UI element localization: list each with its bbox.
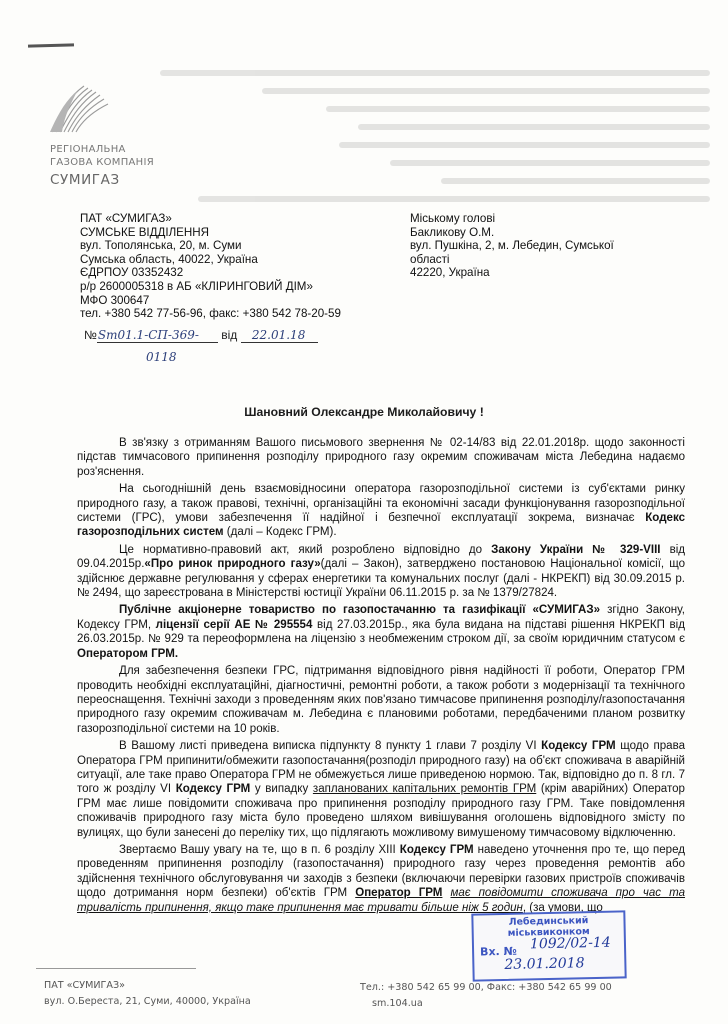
footer-phones: Тел.: +380 542 65 99 00, Факс: +380 542 65 99 00 (360, 982, 612, 993)
sender-line: ЄДРПОУ 03352432 (80, 266, 184, 280)
recipient-line: 42220, Україна (410, 266, 490, 280)
notice-requirement: має повідомити споживача про час та тривалість припинення, якщо таке припинення має тривати більше ніж 5 годин (77, 887, 686, 914)
pen-mark (28, 43, 74, 47)
sender-line: р/р 2600005318 в АБ «КЛІРИНГОВИЙ ДІМ» (80, 279, 313, 293)
stamp-incoming-date: 23.01.2018 (504, 955, 585, 973)
outgoing-date: 22.01.18 (241, 328, 318, 343)
paragraph-7: Звертаємо Вашу увагу на те, що в п. 6 розділу XIII Кодексу ГРМ наведено уточнення про те, що перед проведенням припинення розподілу (газопостачання) природного газу через проведення ремонтів або здійснення технічного обслуговування чи заходів з безпеки (включаючи перевірки газових пристроїв споживачів щодо дотримання норм безпеки) об'єктів ГРМ Оператор ГРМ має повідомити споживача про час та тривалість припинення, якщо таке припинення має тривати більше ніж 5 годин, (за умови, що (77, 843, 686, 914)
operator-status: Оператором ГРМ. (77, 647, 179, 660)
paragraph-4: Публічне акціонерне товариство по газопостачанню та газифікації «СУМИГАЗ» згідно Закону, Кодексу ГРМ, ліцензії серії АЕ № 295554 від 27.03.2015р., яка була видана на підставі рішення НКРЕКП від 26.03.2015р. № 929 та переоформлена на ліцензію з необмеженим строком дії, за своїм юридичним статусом є Оператором ГРМ. (77, 604, 685, 660)
recipient-block (410, 212, 710, 280)
stamp-incoming-number: 1092/02-14 (529, 934, 611, 953)
logo-tagline-2: ГАЗОВА КОМПАНІЯ (50, 157, 154, 168)
paragraph-1: В зв'язку з отриманням Вашого письмового звернення № 02-14/83 від 22.01.2018р. щодо законності підстав тимчасового припинення розподілу природного газу окремим споживачам міста Лебедина надаємо роз'яснення. (77, 437, 685, 478)
paragraph-5: Для забезпечення безпеки ГРС, підтримання відповідного рівня надійності її роботи, Оператор ГРМ проводить необхідні експлуатаційні, діагностичні, ремонтні роботи, а також роботи з модернізації та технічного переоснащення. Технічні заходи з проведенням яких пов'язано тимчасове припинення розподілу/газопостачання природного газу окремим споживачам м. Лебедина є плановими роботами, передбаченими планом розвитку газорозподільної системи на 10 років. (77, 665, 685, 735)
recipient-line: Міському голові (410, 212, 496, 225)
sender-line: СУМСЬКЕ ВІДДІЛЕННЯ (80, 225, 210, 239)
paragraph-2: На сьогоднішній день взаємовідносини оператора газорозподільної системи із суб'єктами ринку природного газу, а також правові, технічні, організаційні та економічні засади функціонування газорозподільної системи (ГРС), умови забезпечення її надійної і безпечної експлуатації зокрема, визначає Кодекс газорозподільних систем (далі – Кодекс ГРМ). (77, 483, 685, 539)
stamp-organization: Лебединський міськвиконком (507, 915, 590, 939)
law-title: «Про ринок природного газу» (144, 558, 321, 571)
reference-line (84, 328, 318, 343)
company-logo-icon (44, 80, 114, 138)
recipient-line: області (410, 252, 450, 266)
salutation: Шановний Олександре Миколайовичу ! (244, 405, 484, 419)
sender-block (80, 212, 400, 321)
sender-line: МФО 300647 (80, 293, 150, 307)
stamp-incoming-label: Вх. № (479, 944, 517, 959)
sender-line: вул. Тополянська, 20, м. Суми (80, 239, 242, 253)
paragraph-3: Це нормативно-правовий акт, який розроблено відповідно до Закону України № 329-VIII від 09.04.2015р.«Про ринок природного газу»(далі – Закон), затверджено постановою Національної комісії, що здійснює державне регулювання у сферах енергетики та комунальних послуг (далі - НКРЕКП) від 30.09.2015 р. № 2494, що зареєстрована в Міністерстві юстиції України 06.11.2015 р. за № 1379/27824. (77, 543, 686, 600)
logo-brand-name: СУМИГАЗ (50, 172, 120, 188)
footer-website: sm.104.ua (372, 998, 423, 1009)
logo-tagline-1: РЕГІОНАЛЬНА (50, 144, 126, 155)
letter-body (77, 436, 685, 918)
sender-line: тел. +380 542 77-56-96, факс: +380 542 78-20-59 (80, 307, 341, 321)
operator-underlined: Оператор ГРМ (355, 887, 443, 900)
outgoing-number: Sm01.1-СП-369- (97, 328, 218, 343)
underlined-phrase: запланованих капітальних ремонтів ГРМ (312, 783, 537, 796)
number-label: № (84, 328, 97, 342)
code-name: Кодекс газорозподільних систем (77, 512, 685, 539)
sender-line: Сумська область, 40022, Україна (80, 252, 258, 266)
recipient-line: Бакликову О.М. (410, 225, 495, 239)
license-reference: ліцензії серії АЕ № 295554 (155, 618, 313, 631)
sender-line: ПАТ «СУМИГАЗ» (80, 212, 172, 225)
outgoing-sub-number: 0118 (146, 350, 177, 364)
footer-company: ПАТ «СУМИГАЗ» (44, 980, 125, 991)
incoming-stamp (471, 910, 626, 981)
footer-divider (36, 968, 196, 969)
date-label: від (221, 328, 238, 342)
company-full-name: Публічне акціонерне товариство по газопостачанню та газифікації «СУМИГАЗ» (119, 604, 601, 617)
footer-address: вул. О.Береста, 21, Суми, 40000, Україна (44, 996, 251, 1007)
law-reference: Закону України № 329-VIII (491, 543, 661, 556)
recipient-line: вул. Пушкіна, 2, м. Лебедин, Сумської (410, 239, 614, 253)
paragraph-6: В Вашому листі приведена виписка підпункту 8 пункту 1 глави 7 розділу VI Кодексу ГРМ щодо права Оператора ГРМ припинити/обмежити газопостачання(розподіл природного газу) на об'єкт споживача в аварійній ситуації, але таке право Оператора ГРМ не обмежується лише приведеною нормою. Так, відповідно до п. 8 гл. 7 того ж розділу VI Кодексу ГРМ у випадку запланованих капітальних ремонтів ГРМ (крім аварійних) Оператор ГРМ має лише повідомити споживача про припинення розподілу природного газу ГРМ. Таке повідомлення споживачів природного газу міста було проведено шляхом вивішування оголошень відповідного змісту по вулицях, що були занесені до переліку тих, що підлягають можливому вимушеному тимчасовому відключенню. (77, 740, 685, 839)
